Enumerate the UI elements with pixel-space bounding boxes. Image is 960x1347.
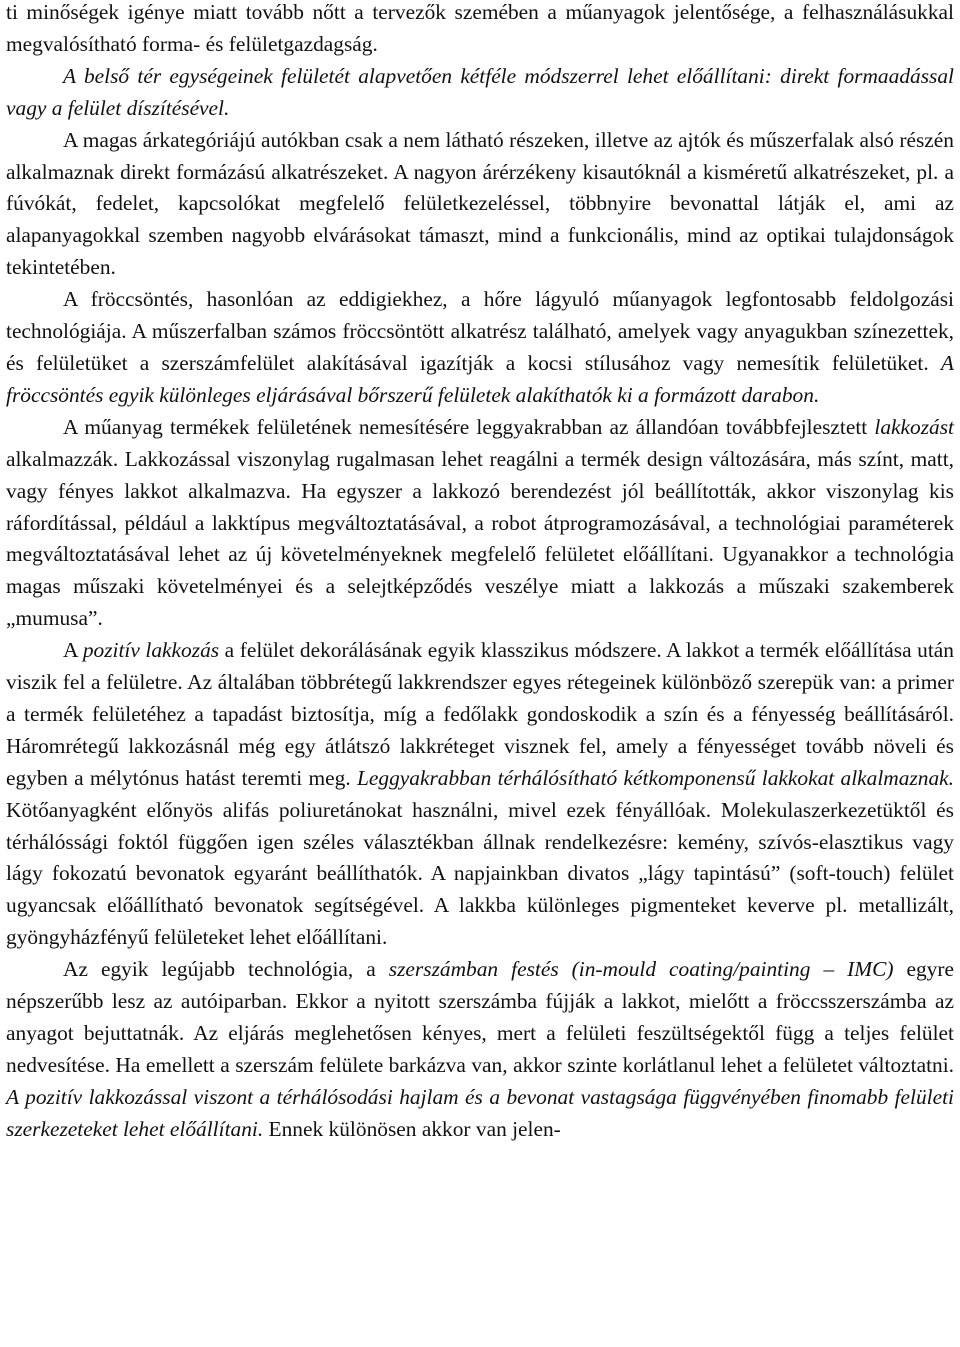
paragraph-7-span-3: egyre népszerűbb lesz az autóiparban. Ekkor a nyitott szerszámba fújják a lakkot, mielőtt a fröccsszerszámba az anyagot bejuttatnák. Az eljárás meglehetősen kényes, mert a felületi feszültségektől függ a teljes felület nedvesítése. Ha emellett a szerszám felülete barkázva van, akkor szinte korlátlanul lehet a felületet változtatni. [6,957,954,1077]
paragraph-6-span-3: a felület dekorálásának egyik klasszikus módszere. A lakkot a termék előállítása után viszik fel a felületre. Az általában többrétegű lakkrendszer egyes rétegeinek különböző szerepük van: a primer a termék felületéhez a tapadást biztosítja, míg a fedőlakk gondoskodik a szín és a fényesség beállításáról. Háromrétegű lakkozásnál még egy átlátszó lakkréteget visznek fel, amely a fényességet tovább növeli és egyben a mélytónus hatást teremti meg. [6,638,954,790]
paragraph-6-span-4: Leggyakrabban térhálósítható kétkomponensű lakkokat alkalmaznak. [357,765,955,790]
paragraph-7 [6,954,954,1145]
paragraph-4 [6,284,954,412]
paragraph-7-span-5: Ennek különösen akkor van jelen- [263,1116,561,1141]
paragraph-7-span-1: Az egyik legújabb technológia, a [63,957,389,982]
paragraph-6-span-1: A [63,638,83,663]
paragraph-5 [6,412,954,635]
paragraph-2-span-1: A belső tér egységeinek felületét alapvetően kétféle módszerrel lehet előállítani: direkt formaadással vagy a felület díszítésével. [6,63,954,120]
paragraph-6 [6,635,954,954]
paragraph-2 [6,61,954,125]
paragraph-7-span-4: A pozitív lakkozással viszont a térhálósodási hajlam és a bevonat vastagsága függvényében finomabb felületi szerkezeteket lehet előállítani. [6,1084,954,1141]
paragraph-4-span-2: A fröccsöntés egyik különleges eljárásával bőrszerű felületek alakíthatók ki a formázott darabon. [6,350,954,407]
paragraph-5-span-3: alkalmazzák. Lakkozással viszonylag rugalmasan lehet reagálni a termék design változására, más színt, matt, vagy fényes lakkot alkalmazva. Ha egyszer a lakkozó berendezést jól beállították, akkor viszonylag kis ráfordítással, például a lakktípus megváltoztatásával, a robot átprogramozásával, a technológiai paraméterek megváltoztatásával lehet az új követelményeknek megfelelő felületet előállítani. Ugyanakkor a technológia magas műszaki követelményei és a selejtképződés veszélye miatt a lakkozás a műszaki szakemberek „mumusa”. [6,446,954,631]
paragraph-3-span-1: A magas árkategóriájú autókban csak a nem látható részeken, illetve az ajtók és műszerfalak alsó részén alkalmaznak direkt formázású alkatrészeket. A nagyon árérzékeny kisautóknál a kisméretű alkatrészeket, pl. a fúvókát, fedelet, kapcsolókat megfelelő felületkezeléssel, többnyire bevonattal látják el, ami az alapanyagokkal szemben nagyobb elvárásokat támaszt, mind a funkcionális, mind az optikai tulajdonságok tekintetében. [6,127,954,280]
paragraph-4-span-1: A fröccsöntés, hasonlóan az eddigiekhez, a hőre lágyuló műanyagok legfontosabb feldolgozási technológiája. A műszerfalban számos fröccsöntött alkatrész található, amelyek vagy anyagukban színezettek, és felületüket a szerszámfelület alakításával igazítják a kocsi stílusához vagy nemesítik felületüket. [6,287,954,375]
paragraph-1 [6,0,954,61]
paragraph-7-span-2: szerszámban festés (in-mould coating/painting – IMC) [388,957,894,982]
paragraph-3 [6,125,954,285]
paragraph-5-span-2: lakkozást [874,414,954,439]
paragraph-5-span-1: A műanyag termékek felületének nemesítésére leggyakrabban az állandóan továbbfejlesztett [63,414,875,439]
paragraph-6-span-2: pozitív lakkozás [82,638,220,663]
paragraph-6-span-5: Kötőanyagként előnyös alifás poliuretánokat használni, mivel ezek fényállóak. Molekulaszerkezetüktől és térhálóssági foktól függően igen széles választékban állnak rendelkezésre: kemény, szívós-elasztikus vagy lágy fokozatú bevonatok egyaránt beállíthatók. A napjainkban divatos „lágy tapintású” (soft-touch) felület ugyancsak előállítható bevonatok segítségével. A lakkba különleges pigmenteket keverve pl. metallizált, gyöngyházfényű felületeket lehet előállítani. [6,797,954,950]
paragraph-1-span-1: ti minőségek igénye miatt tovább nőtt a tervezők szemében a műanyagok jelentősége, a felhasználásukkal megvalósítható forma- és felületgazdagság. [6,0,954,56]
